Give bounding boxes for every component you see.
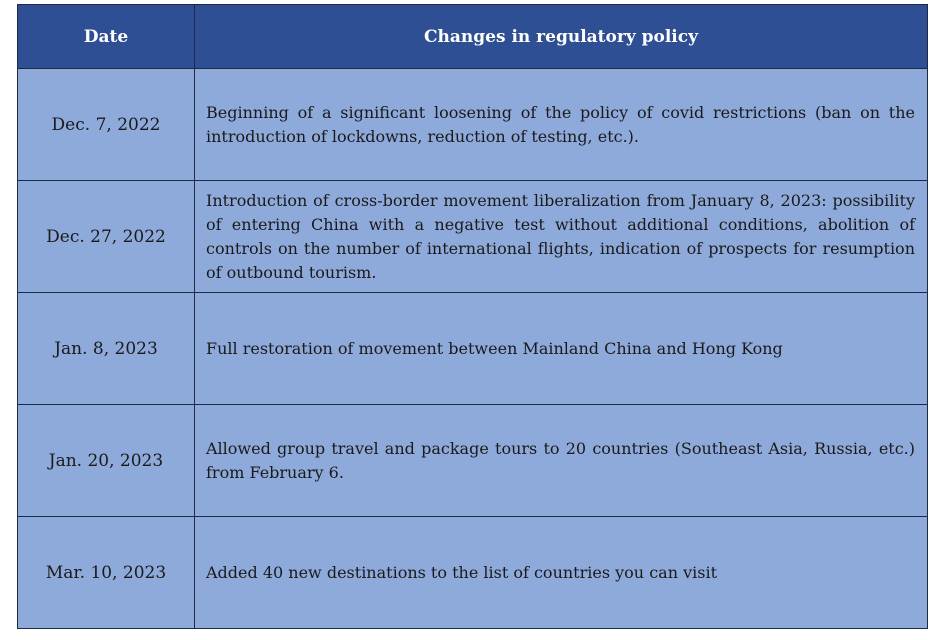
change-text: Added 40 new destinations to the list of countries you can visit xyxy=(206,562,717,582)
date-cell: Dec. 7, 2022 xyxy=(18,69,195,181)
change-cell xyxy=(195,69,928,181)
changes-column-header: Changes in regulatory policy xyxy=(195,5,928,69)
change-cell xyxy=(195,405,928,517)
change-text: Introduction of cross-border movement liberalization from January 8, 2023: possibility of entering China with a negative test without additional conditions, abolition of controls on the number of international flights, indication of prospects for resumption of outbound tourism. xyxy=(206,190,915,282)
date-cell: Dec. 27, 2022 xyxy=(18,181,195,293)
change-cell xyxy=(195,517,928,629)
table-row xyxy=(18,517,928,629)
table-header-row xyxy=(18,5,928,69)
table-row xyxy=(18,405,928,517)
change-text: Allowed group travel and package tours to 20 countries (Southeast Asia, Russia, etc.) from February 6. xyxy=(206,438,915,482)
date-cell: Jan. 20, 2023 xyxy=(18,405,195,517)
regulatory-policy-table xyxy=(17,4,928,629)
date-column-header: Date xyxy=(18,5,195,69)
table-row xyxy=(18,181,928,293)
change-cell xyxy=(195,293,928,405)
date-cell: Jan. 8, 2023 xyxy=(18,293,195,405)
table-row xyxy=(18,69,928,181)
change-text: Beginning of a significant loosening of the policy of covid restrictions (ban on the introduction of lockdowns, reduction of testing, etc.). xyxy=(206,102,915,146)
change-text: Full restoration of movement between Mainland China and Hong Kong xyxy=(206,338,783,358)
date-cell: Mar. 10, 2023 xyxy=(18,517,195,629)
table-row xyxy=(18,293,928,405)
change-cell xyxy=(195,181,928,293)
